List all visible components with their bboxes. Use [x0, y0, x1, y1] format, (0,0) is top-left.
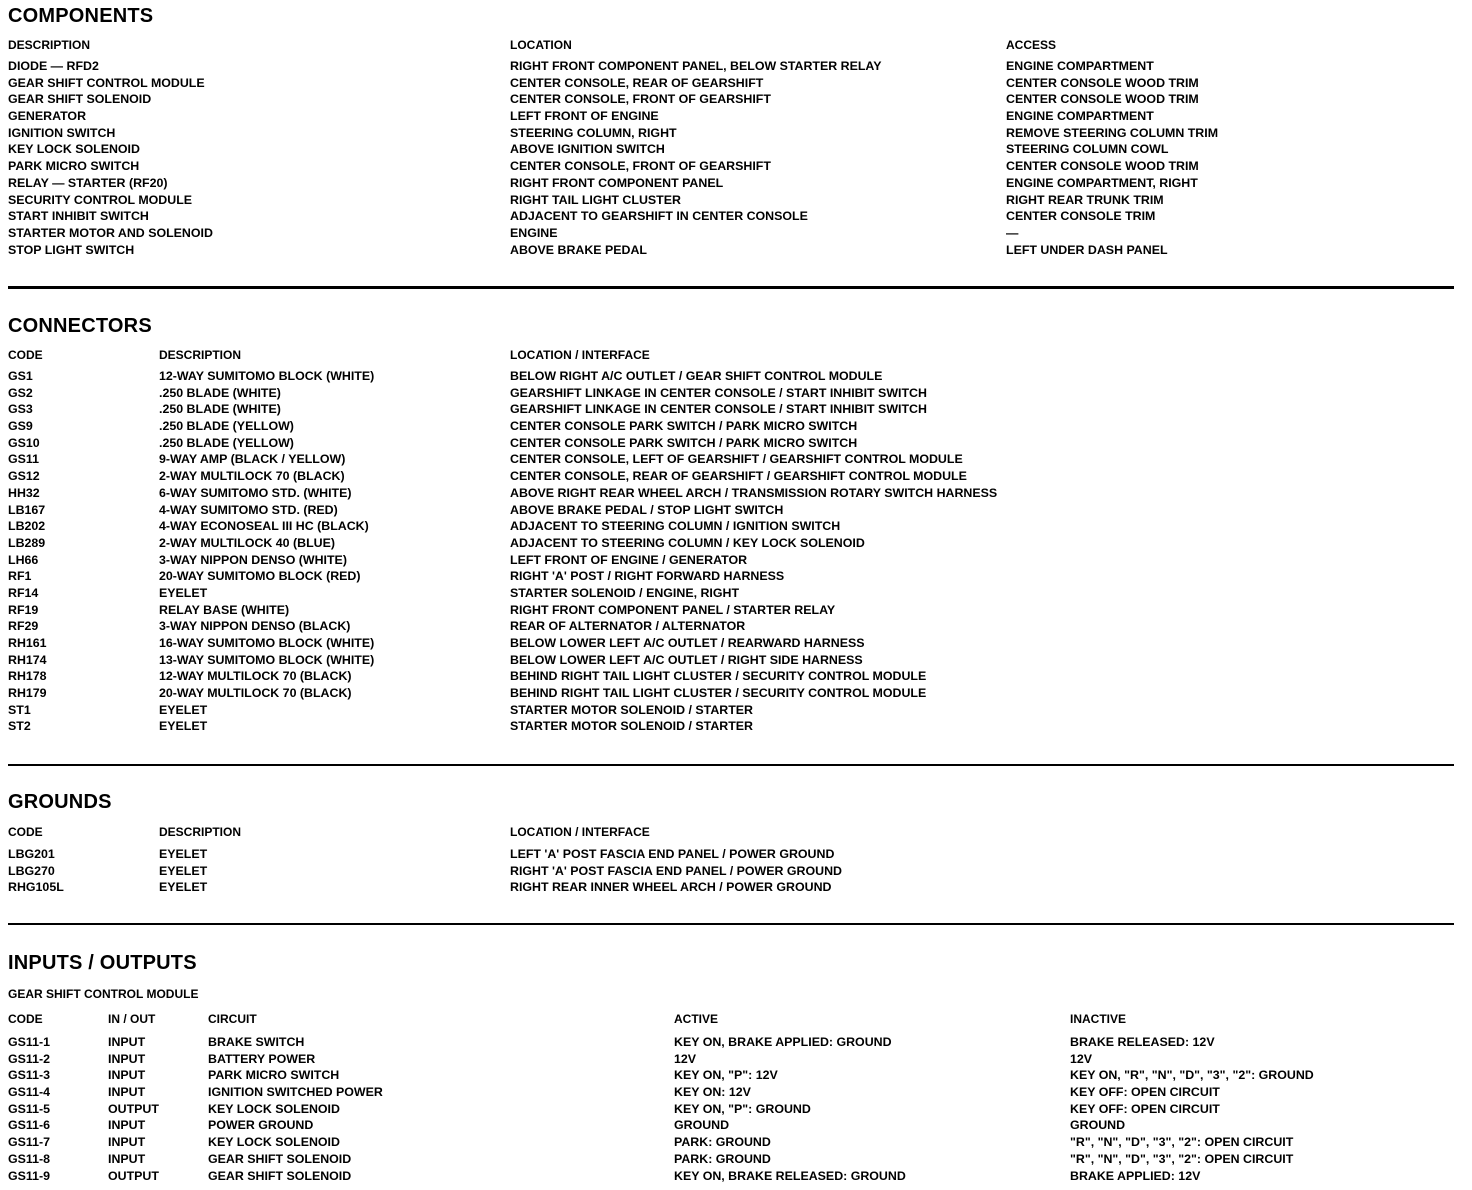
- table-cell-description: 16-WAY SUMITOMO BLOCK (WHITE): [159, 636, 375, 650]
- table-cell-access: —: [1006, 225, 1019, 240]
- table-cell-description: GEAR SHIFT SOLENOID: [8, 92, 152, 107]
- components-description-column: [8, 58, 213, 258]
- table-cell-circuit: KEY LOCK SOLENOID: [208, 1135, 340, 1150]
- table-cell-active: KEY ON, BRAKE APPLIED: GROUND: [674, 1035, 892, 1049]
- table-cell-description: PARK MICRO SWITCH: [8, 159, 140, 174]
- table-cell-location: BEHIND RIGHT TAIL LIGHT CLUSTER / SECURITY CONTROL MODULE: [510, 686, 927, 701]
- table-cell-code: LBG201: [8, 847, 55, 861]
- table-cell-code: LBG270: [8, 863, 55, 878]
- table-cell-location: CENTER CONSOLE PARK SWITCH / PARK MICRO SWITCH: [510, 419, 858, 434]
- table-cell-description: RELAY — STARTER (RF20): [8, 175, 168, 190]
- table-cell-description: STOP LIGHT SWITCH: [8, 242, 135, 257]
- table-cell-access: ENGINE COMPARTMENT, RIGHT: [1006, 175, 1198, 190]
- table-cell-inactive: 12V: [1070, 1051, 1093, 1066]
- table-cell-code: GS11-8: [8, 1151, 51, 1166]
- table-cell-description: EYELET: [159, 702, 208, 717]
- table-cell-location: STARTER MOTOR SOLENOID / STARTER: [510, 702, 753, 717]
- table-cell-access: CENTER CONSOLE WOOD TRIM: [1006, 159, 1199, 174]
- table-cell-description: 20-WAY SUMITOMO BLOCK (RED): [159, 569, 361, 584]
- table-cell-inout: INPUT: [108, 1035, 146, 1049]
- table-cell-code: LB289: [8, 535, 46, 550]
- components-title: COMPONENTS: [8, 5, 154, 27]
- table-cell-access: REMOVE STEERING COLUMN TRIM: [1006, 125, 1219, 140]
- table-cell-active: PARK: GROUND: [674, 1151, 771, 1166]
- connectors-code-column: [8, 368, 47, 735]
- table-cell-description: GENERATOR: [8, 109, 87, 124]
- table-cell-location: RIGHT FRONT COMPONENT PANEL / STARTER RELAY: [510, 602, 836, 617]
- table-cell-access: ENGINE COMPARTMENT: [1006, 59, 1154, 73]
- table-cell-access: CENTER CONSOLE WOOD TRIM: [1006, 92, 1199, 107]
- table-cell-code: GS11: [8, 452, 40, 467]
- table-cell-inout: OUTPUT: [108, 1101, 159, 1116]
- section-divider: [8, 923, 1454, 925]
- io-header-circuit: CIRCUIT: [208, 1012, 257, 1026]
- table-cell-location: STEERING COLUMN, RIGHT: [510, 125, 677, 140]
- table-cell-location: RIGHT FRONT COMPONENT PANEL: [510, 175, 724, 190]
- table-cell-description: RELAY BASE (WHITE): [159, 602, 290, 617]
- table-cell-location: ENGINE: [510, 225, 558, 240]
- table-cell-access: CENTER CONSOLE TRIM: [1006, 209, 1156, 224]
- table-cell-description: EYELET: [159, 847, 208, 861]
- table-cell-code: LB202: [8, 519, 46, 534]
- table-cell-code: RH161: [8, 636, 47, 650]
- table-cell-description: 12-WAY SUMITOMO BLOCK (WHITE): [159, 369, 375, 383]
- table-cell-code: GS11-2: [8, 1051, 51, 1066]
- table-cell-location: CENTER CONSOLE, FRONT OF GEARSHIFT: [510, 159, 771, 174]
- table-cell-description: START INHIBIT SWITCH: [8, 209, 149, 224]
- table-cell-active: GROUND: [674, 1118, 730, 1133]
- table-cell-description: 2-WAY MULTILOCK 40 (BLUE): [159, 535, 336, 550]
- table-cell-code: HH32: [8, 485, 40, 500]
- table-cell-circuit: KEY LOCK SOLENOID: [208, 1101, 340, 1116]
- table-cell-description: .250 BLADE (WHITE): [159, 402, 281, 417]
- table-cell-location: ADJACENT TO GEARSHIFT IN CENTER CONSOLE: [510, 209, 808, 224]
- table-cell-inout: INPUT: [108, 1068, 146, 1083]
- table-cell-code: LH66: [8, 552, 39, 567]
- table-cell-description: KEY LOCK SOLENOID: [8, 142, 140, 157]
- table-cell-circuit: GEAR SHIFT SOLENOID: [208, 1151, 352, 1166]
- table-cell-code: GS11-9: [8, 1168, 51, 1183]
- table-cell-access: RIGHT REAR TRUNK TRIM: [1006, 192, 1164, 207]
- table-cell-access: LEFT UNDER DASH PANEL: [1006, 242, 1168, 257]
- table-cell-code: GS11-5: [8, 1101, 51, 1116]
- table-cell-description: IGNITION SWITCH: [8, 125, 116, 140]
- table-cell-location: REAR OF ALTERNATOR / ALTERNATOR: [510, 619, 746, 634]
- table-cell-description: 12-WAY MULTILOCK 70 (BLACK): [159, 669, 352, 684]
- table-cell-inout: INPUT: [108, 1151, 146, 1166]
- table-cell-circuit: POWER GROUND: [208, 1118, 314, 1133]
- table-cell-description: EYELET: [159, 863, 208, 878]
- table-cell-location: STARTER SOLENOID / ENGINE, RIGHT: [510, 585, 740, 600]
- table-cell-code: RH174: [8, 652, 47, 667]
- table-cell-location: ADJACENT TO STEERING COLUMN / IGNITION SWITCH: [510, 519, 841, 534]
- table-cell-active: KEY ON: 12V: [674, 1085, 751, 1100]
- table-cell-location: RIGHT REAR INNER WHEEL ARCH / POWER GROUND: [510, 880, 832, 895]
- table-cell-location: CENTER CONSOLE, REAR OF GEARSHIFT / GEARSHIFT CONTROL MODULE: [510, 469, 967, 484]
- table-cell-location: ADJACENT TO STEERING COLUMN / KEY LOCK SOLENOID: [510, 535, 865, 550]
- table-cell-code: RF14: [8, 585, 39, 600]
- table-cell-active: KEY ON, BRAKE RELEASED: GROUND: [674, 1168, 906, 1183]
- table-cell-access: STEERING COLUMN COWL: [1006, 142, 1169, 157]
- table-cell-location: CENTER CONSOLE, LEFT OF GEARSHIFT / GEARSHIFT CONTROL MODULE: [510, 452, 963, 467]
- table-cell-code: RHG105L: [8, 880, 64, 895]
- table-cell-location: ABOVE IGNITION SWITCH: [510, 142, 665, 157]
- table-cell-inactive: GROUND: [1070, 1118, 1126, 1133]
- table-cell-description: .250 BLADE (YELLOW): [159, 419, 294, 434]
- io-header-code: CODE: [8, 1012, 43, 1026]
- table-cell-inout: INPUT: [108, 1135, 146, 1150]
- table-cell-circuit: BATTERY POWER: [208, 1051, 316, 1066]
- table-cell-access: CENTER CONSOLE WOOD TRIM: [1006, 75, 1199, 90]
- table-cell-location: CENTER CONSOLE, REAR OF GEARSHIFT: [510, 75, 764, 90]
- table-cell-code: ST1: [8, 702, 31, 717]
- table-cell-location: RIGHT TAIL LIGHT CLUSTER: [510, 192, 681, 207]
- table-cell-description: STARTER MOTOR AND SOLENOID: [8, 225, 213, 240]
- components-header-access: ACCESS: [1006, 38, 1057, 52]
- table-cell-location: LEFT FRONT OF ENGINE: [510, 109, 659, 124]
- connectors-header-location: LOCATION / INTERFACE: [510, 348, 650, 362]
- table-cell-inactive: BRAKE RELEASED: 12V: [1070, 1035, 1215, 1049]
- table-cell-location: RIGHT 'A' POST FASCIA END PANEL / POWER GROUND: [510, 863, 842, 878]
- table-cell-description: .250 BLADE (YELLOW): [159, 435, 294, 450]
- io-active-column: [674, 1034, 906, 1184]
- io-header-active: ACTIVE: [674, 1012, 719, 1026]
- io-header-inactive: INACTIVE: [1070, 1012, 1127, 1026]
- components-header-location: LOCATION: [510, 38, 572, 52]
- table-cell-location: BEHIND RIGHT TAIL LIGHT CLUSTER / SECURITY CONTROL MODULE: [510, 669, 927, 684]
- io-module-title: GEAR SHIFT CONTROL MODULE: [8, 987, 199, 1001]
- table-cell-location: ABOVE RIGHT REAR WHEEL ARCH / TRANSMISSION ROTARY SWITCH HARNESS: [510, 485, 998, 500]
- grounds-code-column: [8, 846, 64, 896]
- table-cell-active: KEY ON, "P": 12V: [674, 1068, 778, 1083]
- table-cell-location: ABOVE BRAKE PEDAL / STOP LIGHT SWITCH: [510, 502, 784, 517]
- table-cell-description: 13-WAY SUMITOMO BLOCK (WHITE): [159, 652, 375, 667]
- table-cell-code: LB167: [8, 502, 46, 517]
- table-cell-inactive: KEY OFF: OPEN CIRCUIT: [1070, 1101, 1220, 1116]
- grounds-header-location: LOCATION / INTERFACE: [510, 825, 650, 839]
- table-cell-description: 3-WAY NIPPON DENSO (WHITE): [159, 552, 347, 567]
- connectors-header-description: DESCRIPTION: [159, 348, 242, 362]
- table-cell-inout: INPUT: [108, 1118, 146, 1133]
- section-divider: [8, 764, 1454, 766]
- table-cell-location: BELOW RIGHT A/C OUTLET / GEAR SHIFT CONTROL MODULE: [510, 369, 883, 383]
- table-cell-code: GS10: [8, 435, 40, 450]
- table-cell-code: RH178: [8, 669, 47, 684]
- table-cell-circuit: IGNITION SWITCHED POWER: [208, 1085, 383, 1100]
- table-cell-code: GS11-3: [8, 1068, 51, 1083]
- io-title: INPUTS / OUTPUTS: [8, 952, 197, 974]
- table-cell-description: EYELET: [159, 880, 208, 895]
- io-inout-column: [108, 1034, 159, 1184]
- table-cell-access: ENGINE COMPARTMENT: [1006, 109, 1154, 124]
- table-cell-active: 12V: [674, 1051, 697, 1066]
- table-cell-description: 20-WAY MULTILOCK 70 (BLACK): [159, 686, 352, 701]
- table-cell-code: GS12: [8, 469, 40, 484]
- table-cell-inout: OUTPUT: [108, 1168, 159, 1183]
- io-inactive-column: [1070, 1034, 1314, 1184]
- table-cell-circuit: PARK MICRO SWITCH: [208, 1068, 340, 1083]
- connectors-location-column: [510, 368, 997, 735]
- table-cell-circuit: BRAKE SWITCH: [208, 1035, 305, 1049]
- table-cell-location: RIGHT 'A' POST / RIGHT FORWARD HARNESS: [510, 569, 785, 584]
- connectors-title: CONNECTORS: [8, 315, 152, 337]
- table-cell-inactive: "R", "N", "D", "3", "2": OPEN CIRCUIT: [1070, 1151, 1294, 1166]
- table-cell-description: 2-WAY MULTILOCK 70 (BLACK): [159, 469, 345, 484]
- table-cell-location: GEARSHIFT LINKAGE IN CENTER CONSOLE / START INHIBIT SWITCH: [510, 385, 927, 400]
- table-cell-code: GS3: [8, 402, 33, 417]
- grounds-title: GROUNDS: [8, 791, 112, 813]
- table-cell-code: GS11-6: [8, 1118, 51, 1133]
- table-cell-code: RF1: [8, 569, 32, 584]
- table-cell-inactive: "R", "N", "D", "3", "2": OPEN CIRCUIT: [1070, 1135, 1294, 1150]
- io-header-inout: IN / OUT: [108, 1012, 156, 1026]
- table-cell-code: GS11-7: [8, 1135, 51, 1150]
- table-cell-description: 4-WAY SUMITOMO STD. (RED): [159, 502, 338, 517]
- table-cell-code: GS9: [8, 419, 33, 434]
- table-cell-code: RF19: [8, 602, 39, 617]
- table-cell-circuit: GEAR SHIFT SOLENOID: [208, 1168, 352, 1183]
- table-cell-location: CENTER CONSOLE PARK SWITCH / PARK MICRO SWITCH: [510, 435, 858, 450]
- connectors-description-column: [159, 368, 374, 735]
- section-divider: [8, 286, 1454, 289]
- table-cell-code: GS1: [8, 369, 33, 383]
- table-cell-description: .250 BLADE (WHITE): [159, 385, 281, 400]
- grounds-description-column: [159, 846, 207, 896]
- table-cell-description: DIODE — RFD2: [8, 59, 99, 73]
- table-cell-description: 9-WAY AMP (BLACK / YELLOW): [159, 452, 346, 467]
- table-cell-description: 6-WAY SUMITOMO STD. (WHITE): [159, 485, 352, 500]
- table-cell-inout: INPUT: [108, 1085, 146, 1100]
- components-access-column: [1006, 58, 1218, 258]
- grounds-header-description: DESCRIPTION: [159, 825, 242, 839]
- table-cell-location: BELOW LOWER LEFT A/C OUTLET / RIGHT SIDE HARNESS: [510, 652, 863, 667]
- table-cell-location: GEARSHIFT LINKAGE IN CENTER CONSOLE / START INHIBIT SWITCH: [510, 402, 927, 417]
- table-cell-inactive: KEY OFF: OPEN CIRCUIT: [1070, 1085, 1220, 1100]
- table-cell-location: LEFT FRONT OF ENGINE / GENERATOR: [510, 552, 748, 567]
- table-cell-code: RH179: [8, 686, 47, 701]
- table-cell-active: PARK: GROUND: [674, 1135, 771, 1150]
- table-cell-description: 3-WAY NIPPON DENSO (BLACK): [159, 619, 351, 634]
- io-code-column: [8, 1034, 50, 1184]
- table-cell-location: BELOW LOWER LEFT A/C OUTLET / REARWARD HARNESS: [510, 636, 865, 650]
- grounds-header-code: CODE: [8, 825, 43, 839]
- table-cell-description: EYELET: [159, 719, 208, 734]
- table-cell-code: GS11-4: [8, 1085, 51, 1100]
- table-cell-location: LEFT 'A' POST FASCIA END PANEL / POWER GROUND: [510, 847, 835, 861]
- table-cell-code: GS11-1: [8, 1035, 51, 1049]
- table-cell-location: ABOVE BRAKE PEDAL: [510, 242, 647, 257]
- table-cell-location: CENTER CONSOLE, FRONT OF GEARSHIFT: [510, 92, 771, 107]
- components-location-column: [510, 58, 882, 258]
- table-cell-description: 4-WAY ECONOSEAL III HC (BLACK): [159, 519, 369, 534]
- table-cell-inout: INPUT: [108, 1051, 146, 1066]
- table-cell-code: ST2: [8, 719, 31, 734]
- table-cell-description: EYELET: [159, 585, 208, 600]
- table-cell-description: GEAR SHIFT CONTROL MODULE: [8, 75, 205, 90]
- connectors-header-code: CODE: [8, 348, 43, 362]
- table-cell-inactive: KEY ON, "R", "N", "D", "3", "2": GROUND: [1070, 1068, 1314, 1083]
- io-circuit-column: [208, 1034, 383, 1184]
- table-cell-inactive: BRAKE APPLIED: 12V: [1070, 1168, 1201, 1183]
- grounds-location-column: [510, 846, 842, 896]
- table-cell-location: RIGHT FRONT COMPONENT PANEL, BELOW STARTER RELAY: [510, 59, 882, 73]
- table-cell-code: GS2: [8, 385, 33, 400]
- table-cell-location: STARTER MOTOR SOLENOID / STARTER: [510, 719, 753, 734]
- table-cell-description: SECURITY CONTROL MODULE: [8, 192, 193, 207]
- table-cell-active: KEY ON, "P": GROUND: [674, 1101, 811, 1116]
- components-header-description: DESCRIPTION: [8, 38, 91, 52]
- table-cell-code: RF29: [8, 619, 39, 634]
